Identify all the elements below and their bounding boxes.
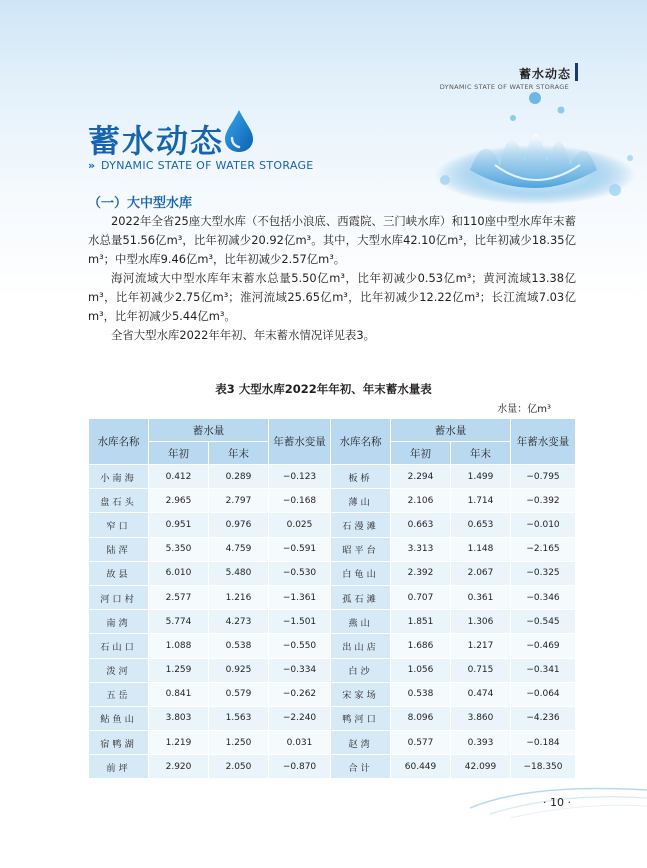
value-cell: 8.096: [391, 706, 451, 730]
value-cell: −0.469: [511, 634, 576, 658]
value-cell: 2.392: [391, 561, 451, 585]
value-cell: 1.686: [391, 634, 451, 658]
value-cell: 1.217: [451, 634, 511, 658]
reservoir-name-cell: 泼河: [89, 658, 149, 682]
table-row: [89, 537, 576, 561]
chevron-icon: »: [88, 159, 94, 172]
reservoir-name-cell: 河口村: [89, 585, 149, 609]
value-cell: −0.392: [511, 489, 576, 513]
value-cell: 1.306: [451, 610, 511, 634]
value-cell: 0.841: [149, 682, 209, 706]
header-change: 年蓄水变量: [269, 419, 331, 465]
value-cell: 4.759: [209, 537, 269, 561]
header-storage: 蓄水量: [149, 419, 269, 442]
header-name: 水库名称: [89, 419, 149, 465]
value-cell: −0.591: [269, 537, 331, 561]
value-cell: −0.184: [511, 731, 576, 755]
table-row: [89, 658, 576, 682]
value-cell: −0.325: [511, 561, 576, 585]
value-cell: 0.951: [149, 513, 209, 537]
value-cell: 0.538: [209, 634, 269, 658]
value-cell: 6.010: [149, 561, 209, 585]
value-cell: 0.663: [391, 513, 451, 537]
value-cell: 1.259: [149, 658, 209, 682]
table-row: [89, 755, 576, 779]
section-subtitle: DYNAMIC STATE OF WATER STORAGE: [101, 159, 314, 172]
value-cell: 0.715: [451, 658, 511, 682]
paragraph-1: 2022年全省25座大型水库（不包括小浪底、西霞院、三门峡水库）和110座中型水库年末蓄水总量51.56亿m³，比年初减少20.92亿m³。其中，大型水库42.10亿m³，比年初减少18.35亿m³；中型水库9.46亿m³，比年初减少2.57亿m³。: [88, 214, 576, 266]
value-cell: 0.538: [391, 682, 451, 706]
value-cell: 1.714: [451, 489, 511, 513]
value-cell: 1.250: [209, 731, 269, 755]
table-row: [89, 513, 576, 537]
reservoir-name-cell: 鸭河口: [331, 706, 391, 730]
reservoir-name-cell: 合计: [331, 755, 391, 779]
value-cell: 2.067: [451, 561, 511, 585]
running-header-subtitle: DYNAMIC STATE OF WATER STORAGE: [439, 83, 569, 91]
value-cell: −1.501: [269, 610, 331, 634]
reservoir-name-cell: 出山店: [331, 634, 391, 658]
value-cell: −0.550: [269, 634, 331, 658]
value-cell: −0.341: [511, 658, 576, 682]
value-cell: −0.123: [269, 465, 331, 489]
value-cell: −0.346: [511, 585, 576, 609]
value-cell: 0.412: [149, 465, 209, 489]
value-cell: −0.545: [511, 610, 576, 634]
value-cell: 1.219: [149, 731, 209, 755]
reservoir-name-cell: 窄口: [89, 513, 149, 537]
value-cell: −0.168: [269, 489, 331, 513]
reservoir-name-cell: 板桥: [331, 465, 391, 489]
reservoir-name-cell: 薄山: [331, 489, 391, 513]
table-row: [89, 465, 576, 489]
reservoir-name-cell: 赵湾: [331, 731, 391, 755]
value-cell: −1.361: [269, 585, 331, 609]
value-cell: 0.393: [451, 731, 511, 755]
value-cell: 0.925: [209, 658, 269, 682]
reservoir-name-cell: 白沙: [331, 658, 391, 682]
value-cell: −4.236: [511, 706, 576, 730]
reservoir-name-cell: 前坪: [89, 755, 149, 779]
value-cell: 1.216: [209, 585, 269, 609]
table-unit: 水量：亿m³: [497, 404, 551, 415]
reservoir-name-cell: 宋家场: [331, 682, 391, 706]
running-header-title: 蓄水动态: [518, 67, 571, 81]
value-cell: −0.530: [269, 561, 331, 585]
value-cell: 3.860: [451, 706, 511, 730]
paragraph-2: 海河流域大中型水库年末蓄水总量5.50亿m³，比年初减少0.53亿m³；黄河流域13.38亿m³，比年初减少2.75亿m³；淮河流域25.65亿m³，比年初减少12.22亿m³；长江流域7.03亿m³，比年初减少5.44亿m³。: [88, 271, 576, 323]
table-title: 表3 大型水库2022年年初、年末蓄水量表: [215, 382, 432, 396]
reservoir-name-cell: 南湾: [89, 610, 149, 634]
header-change: 年蓄水变量: [511, 419, 576, 465]
reservoir-name-cell: 燕山: [331, 610, 391, 634]
value-cell: 1.088: [149, 634, 209, 658]
value-cell: 5.480: [209, 561, 269, 585]
value-cell: 1.563: [209, 706, 269, 730]
table-row: [89, 610, 576, 634]
value-cell: −0.795: [511, 465, 576, 489]
value-cell: 3.803: [149, 706, 209, 730]
water-drop-icon: [222, 108, 256, 154]
value-cell: 42.099: [451, 755, 511, 779]
value-cell: 1.056: [391, 658, 451, 682]
value-cell: 2.050: [209, 755, 269, 779]
running-header-bar: [575, 63, 578, 81]
value-cell: 60.449: [391, 755, 451, 779]
reservoir-name-cell: 五岳: [89, 682, 149, 706]
reservoir-name-cell: 陆浑: [89, 537, 149, 561]
subsection-heading: （一）大中型水库: [88, 196, 193, 211]
table-row: [89, 682, 576, 706]
reservoir-name-cell: 盘石头: [89, 489, 149, 513]
value-cell: −0.334: [269, 658, 331, 682]
value-cell: −18.350: [511, 755, 576, 779]
header-storage: 蓄水量: [391, 419, 511, 442]
paragraph-3: 全省大型水库2022年年初、年末蓄水情况详见表3。: [111, 328, 376, 342]
reservoir-name-cell: 白龟山: [331, 561, 391, 585]
value-cell: −0.870: [269, 755, 331, 779]
value-cell: 5.774: [149, 610, 209, 634]
value-cell: 2.577: [149, 585, 209, 609]
value-cell: 1.499: [451, 465, 511, 489]
header-start: 年初: [391, 442, 451, 465]
value-cell: 1.148: [451, 537, 511, 561]
value-cell: 2.965: [149, 489, 209, 513]
page-number: · 10 ·: [543, 796, 571, 809]
table-body: [89, 465, 576, 779]
value-cell: 3.313: [391, 537, 451, 561]
value-cell: −0.262: [269, 682, 331, 706]
value-cell: −0.064: [511, 682, 576, 706]
section-title: 蓄水动态: [88, 122, 225, 160]
value-cell: 0.031: [269, 731, 331, 755]
value-cell: 0.361: [451, 585, 511, 609]
value-cell: 1.851: [391, 610, 451, 634]
value-cell: 2.106: [391, 489, 451, 513]
table-row: [89, 585, 576, 609]
reservoir-name-cell: 孤石滩: [331, 585, 391, 609]
value-cell: −2.240: [269, 706, 331, 730]
value-cell: 0.577: [391, 731, 451, 755]
value-cell: 0.474: [451, 682, 511, 706]
value-cell: 2.920: [149, 755, 209, 779]
header-end: 年末: [451, 442, 511, 465]
table-row: [89, 634, 576, 658]
table-row: [89, 561, 576, 585]
value-cell: 0.976: [209, 513, 269, 537]
reservoir-name-cell: 宿鸭湖: [89, 731, 149, 755]
value-cell: −0.010: [511, 513, 576, 537]
value-cell: 0.025: [269, 513, 331, 537]
table-row: [89, 706, 576, 730]
reservoir-name-cell: 昭平台: [331, 537, 391, 561]
reservoir-table: [88, 418, 576, 779]
value-cell: 0.579: [209, 682, 269, 706]
header-end: 年末: [209, 442, 269, 465]
table-row: [89, 731, 576, 755]
value-cell: −2.165: [511, 537, 576, 561]
reservoir-name-cell: 小南海: [89, 465, 149, 489]
value-cell: 2.797: [209, 489, 269, 513]
value-cell: 0.707: [391, 585, 451, 609]
value-cell: 0.653: [451, 513, 511, 537]
reservoir-name-cell: 石漫滩: [331, 513, 391, 537]
value-cell: 5.350: [149, 537, 209, 561]
header-name: 水库名称: [331, 419, 391, 465]
value-cell: 2.294: [391, 465, 451, 489]
reservoir-name-cell: 鲇鱼山: [89, 706, 149, 730]
value-cell: 4.273: [209, 610, 269, 634]
reservoir-name-cell: 故县: [89, 561, 149, 585]
water-splash-graphic: [415, 70, 647, 220]
reservoir-name-cell: 石山口: [89, 634, 149, 658]
header-start: 年初: [149, 442, 209, 465]
table-row: [89, 489, 576, 513]
value-cell: 0.289: [209, 465, 269, 489]
